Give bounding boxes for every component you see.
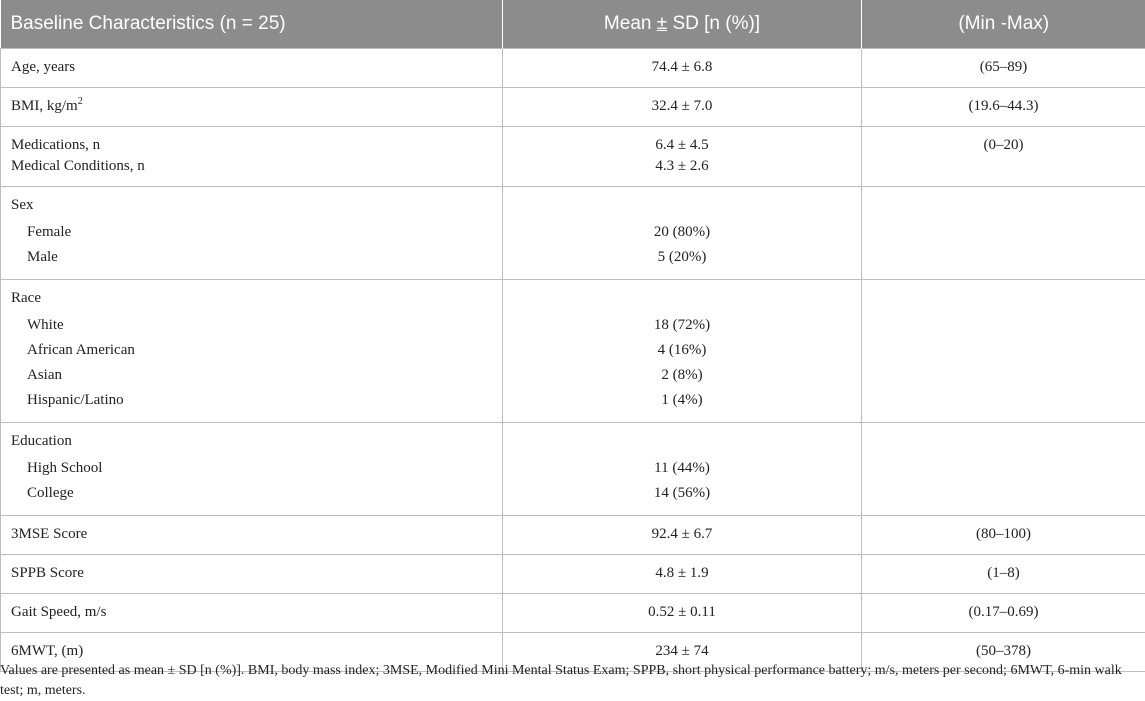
sppb-value: 4.8 ± 1.9 — [503, 555, 862, 594]
race-label: Race — [11, 288, 492, 309]
gait-range: (0.17–0.69) — [862, 594, 1145, 633]
race-value-cell — [503, 280, 862, 423]
race-label-cell — [1, 280, 503, 423]
race-asian-value: 2 (8%) — [513, 363, 851, 388]
table-row-medications — [1, 127, 1145, 187]
conditions-value: 4.3 ± 2.6 — [513, 156, 851, 177]
header-min-max: (Min -Max) — [862, 0, 1145, 49]
education-college-value: 14 (56%) — [513, 481, 851, 506]
education-hs-label: High School — [11, 456, 492, 481]
header-plus-minus: ± — [657, 13, 667, 34]
table-row-sex — [1, 187, 1145, 280]
table-row-gait-speed — [1, 594, 1145, 633]
header-mean-pre: Mean — [604, 13, 657, 34]
age-value: 74.4 ± 6.8 — [503, 49, 862, 88]
education-college-label: College — [11, 481, 492, 506]
bmi-value: 32.4 ± 7.0 — [503, 88, 862, 127]
race-white-label: White — [11, 313, 492, 338]
race-asian-label: Asian — [11, 363, 492, 388]
mse-range: (80–100) — [862, 516, 1145, 555]
medications-value: 6.4 ± 4.5 — [513, 135, 851, 156]
mse-value: 92.4 ± 6.7 — [503, 516, 862, 555]
mse-label: 3MSE Score — [1, 516, 503, 555]
bmi-label — [1, 88, 503, 127]
sex-female-value: 20 (80%) — [513, 220, 851, 245]
race-hispanic-label: Hispanic/Latino — [11, 388, 492, 413]
bmi-label-superscript: 2 — [78, 96, 83, 107]
header-mean-sd — [503, 0, 862, 49]
header-mean-post: SD [n (%)] — [667, 13, 760, 34]
medications-label-cell — [1, 127, 503, 187]
header-characteristics: Baseline Characteristics (n = 25) — [1, 0, 503, 49]
sppb-label: SPPB Score — [1, 555, 503, 594]
sex-label-cell — [1, 187, 503, 280]
race-aa-label: African American — [11, 338, 492, 363]
race-range-empty — [862, 280, 1145, 423]
education-label-cell — [1, 423, 503, 516]
bmi-label-text: BMI, kg/m — [11, 98, 78, 114]
gait-label: Gait Speed, m/s — [1, 594, 503, 633]
table-row-race — [1, 280, 1145, 423]
education-range-empty — [862, 423, 1145, 516]
sex-value-cell — [503, 187, 862, 280]
sppb-range: (1–8) — [862, 555, 1145, 594]
gait-value: 0.52 ± 0.11 — [503, 594, 862, 633]
mwt-value: 234 ± 74 — [503, 633, 862, 672]
sex-label: Sex — [11, 195, 492, 216]
race-hispanic-value: 1 (4%) — [513, 388, 851, 413]
medications-range: (0–20) — [862, 127, 1145, 187]
sex-range-empty — [862, 187, 1145, 280]
mwt-range: (50–378) — [862, 633, 1145, 672]
table-row-age — [1, 49, 1145, 88]
sex-male-value: 5 (20%) — [513, 245, 851, 270]
medications-value-cell — [503, 127, 862, 187]
medications-label: Medications, n — [11, 135, 492, 156]
education-value-cell — [503, 423, 862, 516]
table-row-3mse — [1, 516, 1145, 555]
age-label: Age, years — [1, 49, 503, 88]
education-hs-value: 11 (44%) — [513, 456, 851, 481]
header-row — [1, 0, 1145, 49]
table-row-education — [1, 423, 1145, 516]
race-white-value: 18 (72%) — [513, 313, 851, 338]
mwt-label: 6MWT, (m) — [1, 633, 503, 672]
table-row-bmi — [1, 88, 1145, 127]
race-aa-value: 4 (16%) — [513, 338, 851, 363]
sex-male-label: Male — [11, 245, 492, 270]
table-footnote: Values are presented as mean ± SD [n (%)]. BMI, body mass index; 3MSE, Modified Mini Mental Status Exam; SPPB, short physical performance battery; m/s, meters per second; 6MWT, 6-min walk test; m, meters. — [0, 661, 1140, 701]
conditions-label: Medical Conditions, n — [11, 156, 492, 177]
education-label: Education — [11, 431, 492, 452]
age-range: (65–89) — [862, 49, 1145, 88]
sex-female-label: Female — [11, 220, 492, 245]
bmi-range: (19.6–44.3) — [862, 88, 1145, 127]
table-row-sppb — [1, 555, 1145, 594]
